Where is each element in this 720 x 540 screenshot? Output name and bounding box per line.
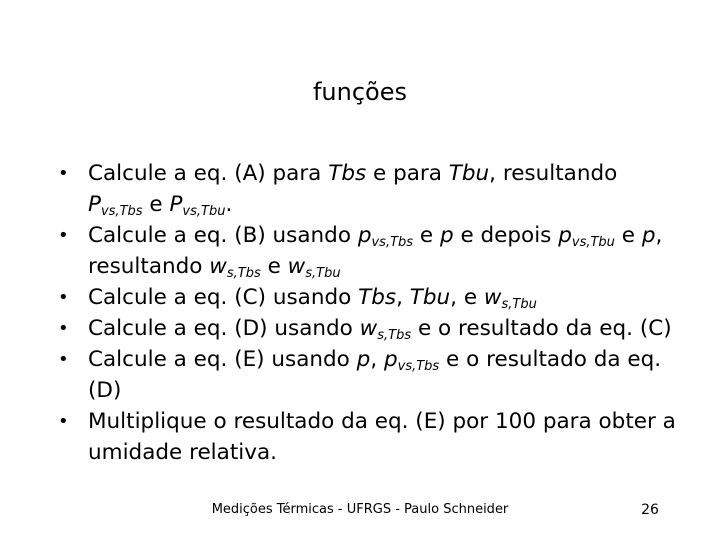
- bullet-text: e: [260, 254, 288, 279]
- bullet-text: p: [641, 223, 656, 248]
- bullet-marker: •: [58, 318, 69, 339]
- bullet-text: P: [88, 192, 101, 217]
- bullet-text: Tbu: [409, 285, 451, 310]
- bullet-item: [58, 158, 678, 220]
- bullet-text: Calcule a eq. (E) usando: [88, 347, 357, 372]
- bullet-text: w: [483, 285, 502, 310]
- bullet-item: [58, 406, 678, 468]
- bullet-marker: •: [58, 349, 69, 370]
- bullet-item: [58, 344, 678, 406]
- bullet-text: P: [169, 192, 183, 217]
- subscript-text: s,Tbu: [305, 266, 341, 281]
- bullet-text: , resultando: [489, 161, 618, 186]
- bullet-text: Tbu: [448, 161, 490, 186]
- bullet-text: Multiplique o resultado da eq. (E) por 100 para obter a umidade relativa.: [88, 409, 676, 465]
- subscript-text: vs,Tbs: [371, 235, 414, 250]
- bullet-text: , e: [450, 285, 484, 310]
- bullet-text: w: [287, 254, 306, 279]
- subscript-text: s,Tbs: [377, 328, 412, 343]
- bullet-text: Tbs: [328, 161, 367, 186]
- bullet-text: e: [142, 192, 170, 217]
- bullet-marker: •: [58, 163, 69, 184]
- bullet-text: , resultando: [88, 223, 663, 279]
- bullet-text: w: [209, 254, 227, 279]
- bullet-text: ,: [370, 347, 384, 372]
- bullet-text: p: [439, 223, 454, 248]
- bullet-item: [58, 282, 678, 313]
- bullet-text: Calcule a eq. (D) usando: [88, 316, 360, 341]
- bullet-text: Calcule a eq. (C) usando: [88, 285, 359, 310]
- bullet-text: e o resultado da eq. (D): [88, 347, 662, 403]
- bullet-text: e: [614, 223, 642, 248]
- subscript-text: s,Tbs: [226, 266, 261, 281]
- bullet-text: .: [225, 192, 233, 217]
- subscript-text: vs,Tbu: [182, 204, 226, 219]
- bullet-list: [58, 158, 678, 468]
- bullet-text: e para: [366, 161, 449, 186]
- bullet-text: e depois: [453, 223, 559, 248]
- slide-title: funções: [312, 78, 408, 106]
- bullet-text: e o resultado da eq. (C): [411, 316, 672, 341]
- bullet-marker: •: [58, 411, 69, 432]
- bullet-text: Calcule a eq. (A) para: [88, 161, 329, 186]
- bullet-item: [58, 313, 678, 344]
- bullet-text: p: [383, 347, 398, 372]
- bullet-text: e: [413, 223, 440, 248]
- bullet-marker: •: [58, 225, 69, 246]
- subscript-text: vs,Tbs: [100, 204, 143, 219]
- subscript-text: vs,Tbs: [397, 359, 440, 374]
- bullet-marker: •: [58, 287, 69, 308]
- bullet-text: Calcule a eq. (B) usando: [88, 223, 358, 248]
- bullet-text: p: [357, 223, 372, 248]
- bullet-text: p: [356, 347, 371, 372]
- bullet-item: [58, 220, 678, 282]
- bullet-text: ,: [396, 285, 410, 310]
- bullet-text: Tbs: [358, 285, 397, 310]
- bullet-text: w: [359, 316, 378, 341]
- subscript-text: s,Tbu: [501, 297, 537, 312]
- page-number: 26: [641, 502, 659, 518]
- bullet-text: p: [558, 223, 572, 248]
- slide-footer: Medições Térmicas - UFRGS - Paulo Schneider: [211, 502, 509, 517]
- subscript-text: vs,Tbu: [571, 235, 615, 250]
